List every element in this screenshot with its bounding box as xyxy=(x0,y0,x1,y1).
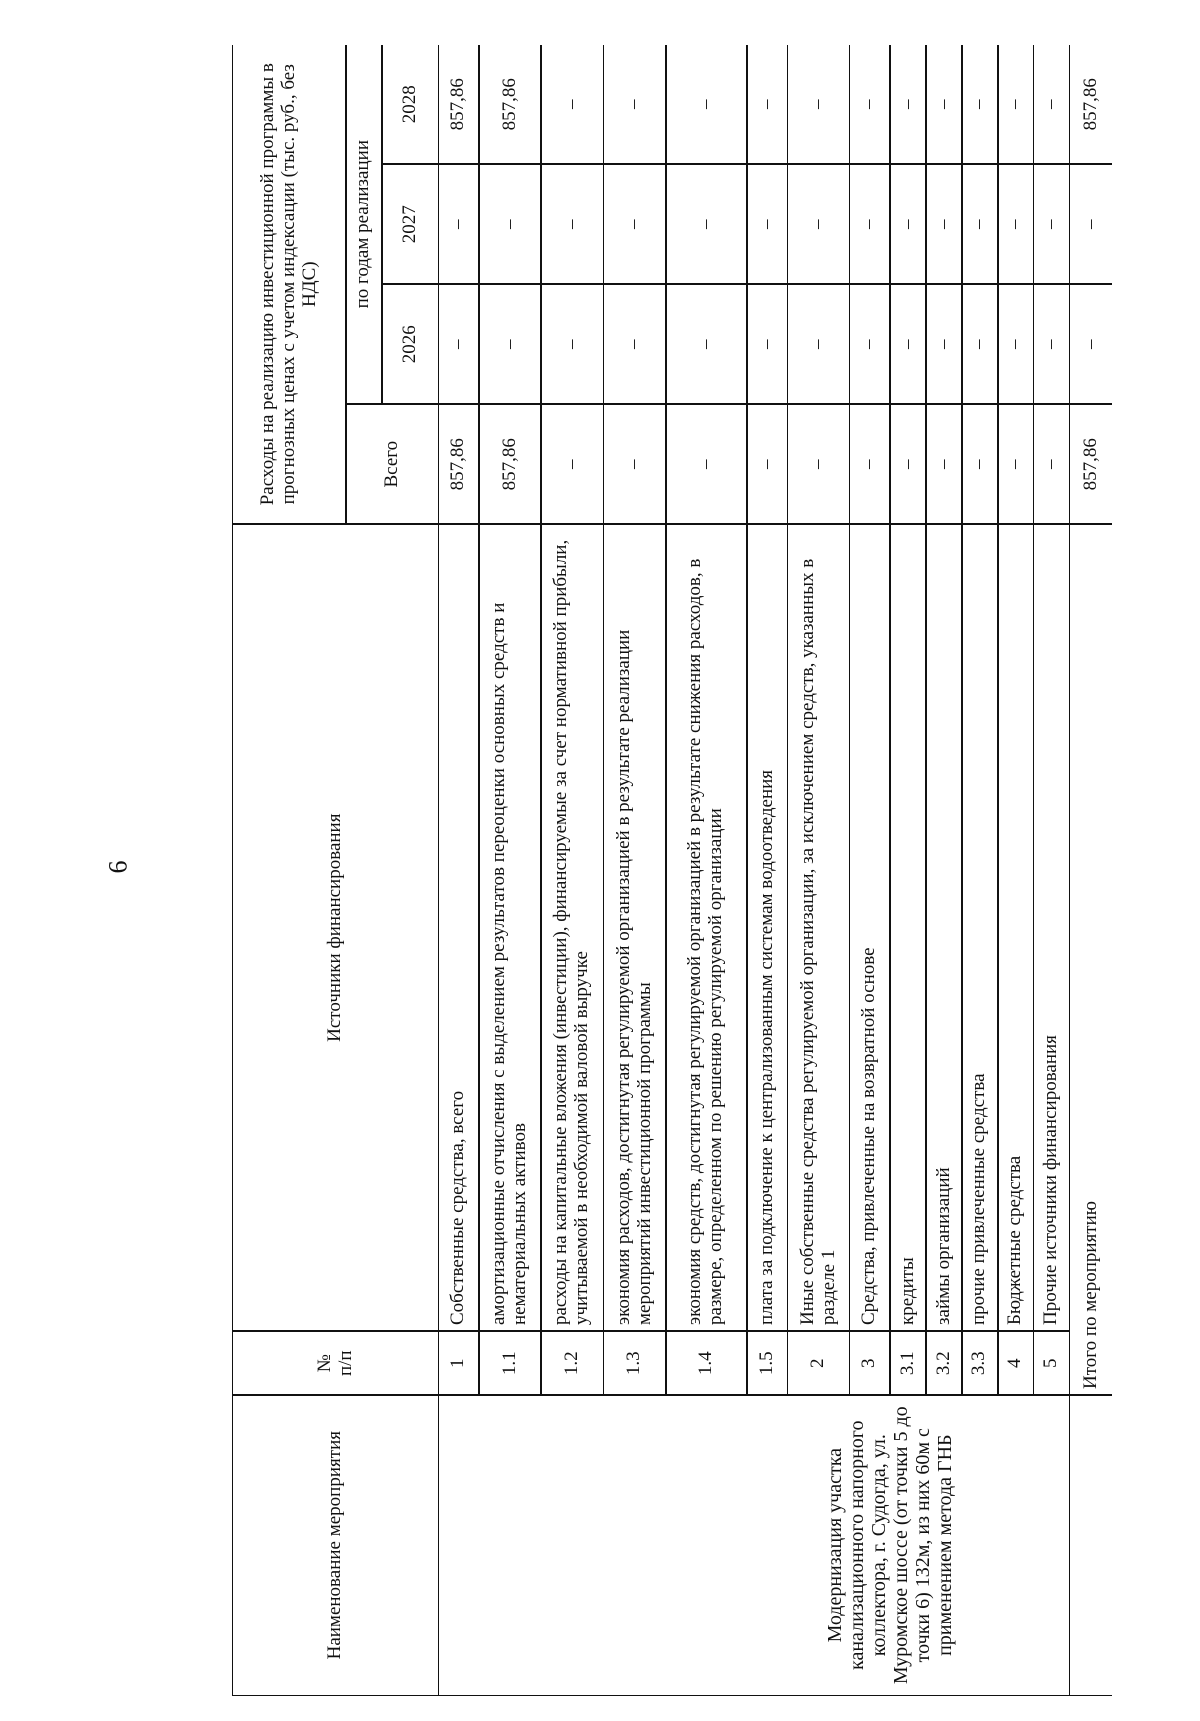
row-no: 3.2 xyxy=(925,1330,962,1396)
row-total: – xyxy=(1033,403,1070,525)
row-2027: – xyxy=(746,163,788,285)
row-2026: – xyxy=(961,283,998,405)
row-2026: – xyxy=(438,283,480,405)
row-total: – xyxy=(746,403,788,525)
row-source: займы организаций xyxy=(925,523,962,1332)
row-no: 1.1 xyxy=(478,1330,542,1396)
row-2027: – xyxy=(478,163,542,285)
row-2026: – xyxy=(1033,283,1070,405)
row-2026: – xyxy=(849,283,891,405)
rotated-table-frame xyxy=(232,45,1112,1696)
row-total: – xyxy=(961,403,998,525)
row-no: 1.5 xyxy=(746,1330,788,1396)
row-no: 1.3 xyxy=(603,1330,667,1396)
header-total: Всего xyxy=(345,403,439,525)
row-source: прочие привлеченные средства xyxy=(961,523,998,1332)
activity-name: Модернизация участка канализационного напорного коллектора, г. Судогда, ул. Муромское шоссе (от точки 5 до точки 6) 132м, из них 60м с применением метода ГНБ xyxy=(438,1394,1071,1696)
row-2028: – xyxy=(787,45,851,165)
row-2028: – xyxy=(746,45,788,165)
header-expenses: Расходы на реализацию инвестиционной программы в прогнозных ценах с учетом индексации (тыс. руб., без НДС) xyxy=(232,45,347,525)
row-2027: – xyxy=(787,163,851,285)
row-no: 3 xyxy=(849,1330,891,1396)
total-row-total: 857,86 xyxy=(1069,403,1112,525)
row-2027: – xyxy=(849,163,891,285)
row-2028: 857,86 xyxy=(438,45,480,165)
financing-table xyxy=(232,45,1112,1696)
row-2028: – xyxy=(961,45,998,165)
row-total: – xyxy=(849,403,891,525)
row-2028: – xyxy=(603,45,667,165)
row-total: – xyxy=(889,403,926,525)
total-row-2027: – xyxy=(1069,163,1112,285)
total-row-empty xyxy=(1069,1394,1112,1696)
row-2026: – xyxy=(665,283,748,405)
row-2027: – xyxy=(603,163,667,285)
row-source: расходы на капитальные вложения (инвестиции), финансируемые за счет нормативной прибыли, учитываемой в необходимой валовой выручке xyxy=(540,523,604,1332)
row-2027: – xyxy=(438,163,480,285)
row-2028: – xyxy=(889,45,926,165)
row-no: 4 xyxy=(997,1330,1034,1396)
row-2027: – xyxy=(997,163,1034,285)
row-source: Собственные средства, всего xyxy=(438,523,480,1332)
row-2026: – xyxy=(540,283,604,405)
row-no: 2 xyxy=(787,1330,851,1396)
row-no: 1.2 xyxy=(540,1330,604,1396)
header-activity: Наименование мероприятия xyxy=(232,1394,439,1696)
row-source: кредиты xyxy=(889,523,926,1332)
row-no: 1 xyxy=(438,1330,480,1396)
row-total: 857,86 xyxy=(478,403,542,525)
row-2027: – xyxy=(961,163,998,285)
header-2028: 2028 xyxy=(381,45,439,165)
row-source: Прочие источники финансирования xyxy=(1033,523,1070,1332)
header-by-years: по годам реализации xyxy=(345,45,382,405)
row-2028: 857,86 xyxy=(478,45,542,165)
row-source: Иные собственные средства регулируемой организации, за исключением средств, указанных в разделе 1 xyxy=(787,523,851,1332)
page-number: 6 xyxy=(103,860,133,874)
row-total: – xyxy=(540,403,604,525)
row-2027: – xyxy=(540,163,604,285)
row-source: плата за подключение к централизованным системам водоотведения xyxy=(746,523,788,1332)
row-2026: – xyxy=(889,283,926,405)
row-2026: – xyxy=(746,283,788,405)
row-2026: – xyxy=(997,283,1034,405)
row-total: – xyxy=(787,403,851,525)
header-no: № п/п xyxy=(232,1330,439,1396)
row-total: – xyxy=(925,403,962,525)
row-2027: – xyxy=(1033,163,1070,285)
row-2026: – xyxy=(478,283,542,405)
row-source: амортизационные отчисления с выделением результатов переоценки основных средств и нематериальных активов xyxy=(478,523,542,1332)
rotated-table-container xyxy=(232,45,1112,1696)
row-total: – xyxy=(665,403,748,525)
row-total: 857,86 xyxy=(438,403,480,525)
total-row-label: Итого по мероприятию xyxy=(1069,523,1112,1396)
row-2028: – xyxy=(540,45,604,165)
row-2026: – xyxy=(787,283,851,405)
row-no: 1.4 xyxy=(665,1330,748,1396)
row-2026: – xyxy=(603,283,667,405)
row-2027: – xyxy=(889,163,926,285)
total-row-2028: 857,86 xyxy=(1069,45,1112,165)
row-2028: – xyxy=(849,45,891,165)
row-2027: – xyxy=(665,163,748,285)
total-row-2026: – xyxy=(1069,283,1112,405)
row-2028: – xyxy=(997,45,1034,165)
row-2028: – xyxy=(925,45,962,165)
row-2026: – xyxy=(925,283,962,405)
row-2027: – xyxy=(925,163,962,285)
header-2027: 2027 xyxy=(381,163,439,285)
row-total: – xyxy=(603,403,667,525)
header-source: Источники финансирования xyxy=(232,523,439,1332)
row-source: экономия расходов, достигнутая регулируемой организацией в результате реализации мероприятий инвестиционной программы xyxy=(603,523,667,1332)
row-no: 5 xyxy=(1033,1330,1070,1396)
row-2028: – xyxy=(665,45,748,165)
row-source: Средства, привлеченные на возвратной основе xyxy=(849,523,891,1332)
row-source: Бюджетные средства xyxy=(997,523,1034,1332)
header-2026: 2026 xyxy=(381,283,439,405)
row-2028: – xyxy=(1033,45,1070,165)
row-source: экономия средств, достигнутая регулируемой организацией в результате снижения расходов, в размере, определенном по решению регулируемой организации xyxy=(665,523,748,1332)
row-no: 3.3 xyxy=(961,1330,998,1396)
row-no: 3.1 xyxy=(889,1330,926,1396)
row-total: – xyxy=(997,403,1034,525)
